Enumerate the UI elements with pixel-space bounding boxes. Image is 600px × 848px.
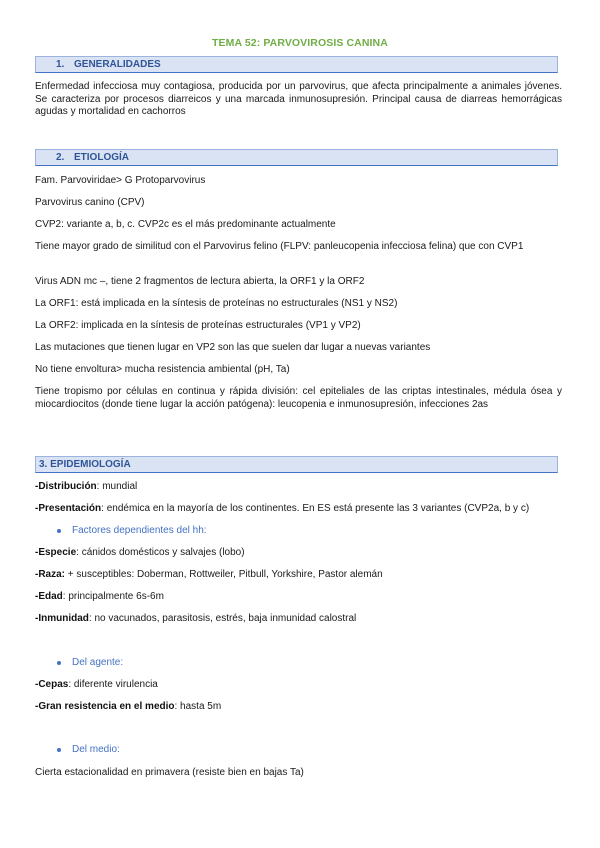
etiologia-line: Virus ADN mc –, tiene 2 fragmentos de lectura abierta, la ORF1 y la ORF2 <box>35 276 365 287</box>
presentacion-line <box>35 503 562 516</box>
term-value: : endémica en la mayoría de los continentes. En ES está presente las 3 variantes (CVP2a, b y c) <box>101 503 530 514</box>
section-header-etiologia <box>35 149 558 166</box>
section-number: 2. <box>56 152 65 163</box>
term-label: -Gran resistencia en el medio <box>35 701 175 712</box>
etiologia-line: Las mutaciones que tienen lugar en VP2 son las que suelen dar lugar a nuevas variantes <box>35 342 431 353</box>
raza-line <box>35 569 562 582</box>
inmunidad-line <box>35 613 562 626</box>
etiologia-line: La ORF2: implicada en la síntesis de proteínas estructurales (VP1 y VP2) <box>35 320 361 331</box>
etiologia-line: Parvovirus canino (CPV) <box>35 197 145 208</box>
term-label: -Especie <box>35 547 77 558</box>
bullet-dot-icon <box>57 529 61 533</box>
term-value: : no vacunados, parasitosis, estrés, baja inmunidad calostral <box>88 613 357 624</box>
section-label: ETIOLOGÍA <box>74 152 129 163</box>
section-label: 3. EPIDEMIOLOGÍA <box>39 459 131 470</box>
etiologia-line: La ORF1: está implicada en la síntesis de proteínas no estructurales (NS1 y NS2) <box>35 298 398 309</box>
term-label: -Distribución <box>35 481 97 492</box>
bullet-dot-icon <box>57 748 61 752</box>
term-label: -Edad <box>35 591 63 602</box>
term-label: -Raza: <box>35 569 66 580</box>
edad-line <box>35 591 562 604</box>
term-value: : diferente virulencia <box>68 679 158 690</box>
etiologia-line: CVP2: variante a, b, c. CVP2c es el más predominante actualmente <box>35 219 336 230</box>
etiologia-line: Fam. Parvoviridae> G Protoparvovirus <box>35 175 206 186</box>
term-value: : hasta 5m <box>174 701 222 712</box>
term-value: : cánidos domésticos y salvajes (lobo) <box>76 547 245 558</box>
generalidades-paragraph: Enfermedad infecciosa muy contagiosa, producida por un parvovirus, que afecta principalmente a animales jóvenes. Se caracteriza por procesos diarreicos y una marcada inmunosupresión. Principal causa de diarreas hemorrágicas agudas y mortalidad en cachorros <box>35 81 562 118</box>
etiologia-line: Tiene mayor grado de similitud con el Parvovirus felino (FLPV: panleucopenia infecciosa felina) que con CVP1 <box>35 241 524 252</box>
section-header-generalidades <box>35 56 558 73</box>
etiologia-line: No tiene envoltura> mucha resistencia ambiental (pH, Ta) <box>35 364 290 375</box>
term-label: -Presentación <box>35 503 102 514</box>
term-value: : mundial <box>96 481 138 492</box>
bullet-text: Factores dependientes del hh: <box>72 525 207 536</box>
section-header-epidemiologia <box>35 456 558 473</box>
section-number: 1. <box>56 59 65 70</box>
bullet-dot-icon <box>57 661 61 665</box>
distribucion-line <box>35 481 562 494</box>
page-title: TEMA 52: PARVOVIROSIS CANINA <box>212 37 388 49</box>
bullet-text: Del agente: <box>72 657 124 668</box>
especie-line <box>35 547 562 560</box>
resistencia-line <box>35 701 562 714</box>
section-label: GENERALIDADES <box>74 59 161 70</box>
estacionalidad-line: Cierta estacionalidad en primavera (resiste bien en bajas Ta) <box>35 767 304 778</box>
term-value: : principalmente 6s-6m <box>62 591 164 602</box>
bullet-text: Del medio: <box>72 744 120 755</box>
term-value: + susceptibles: Doberman, Rottweiler, Pitbull, Yorkshire, Pastor alemán <box>65 569 383 580</box>
etiologia-line: Tiene tropismo por células en continua y rápida división: cel epiteliales de las criptas intestinales, médula ósea y miocardiocitos (donde tiene lugar la acción patógena): leucopenia e inmunosupresión, infecciones 2as <box>35 386 562 410</box>
term-label: -Cepas <box>35 679 69 690</box>
term-label: -Inmunidad <box>35 613 89 624</box>
cepas-line <box>35 679 562 692</box>
